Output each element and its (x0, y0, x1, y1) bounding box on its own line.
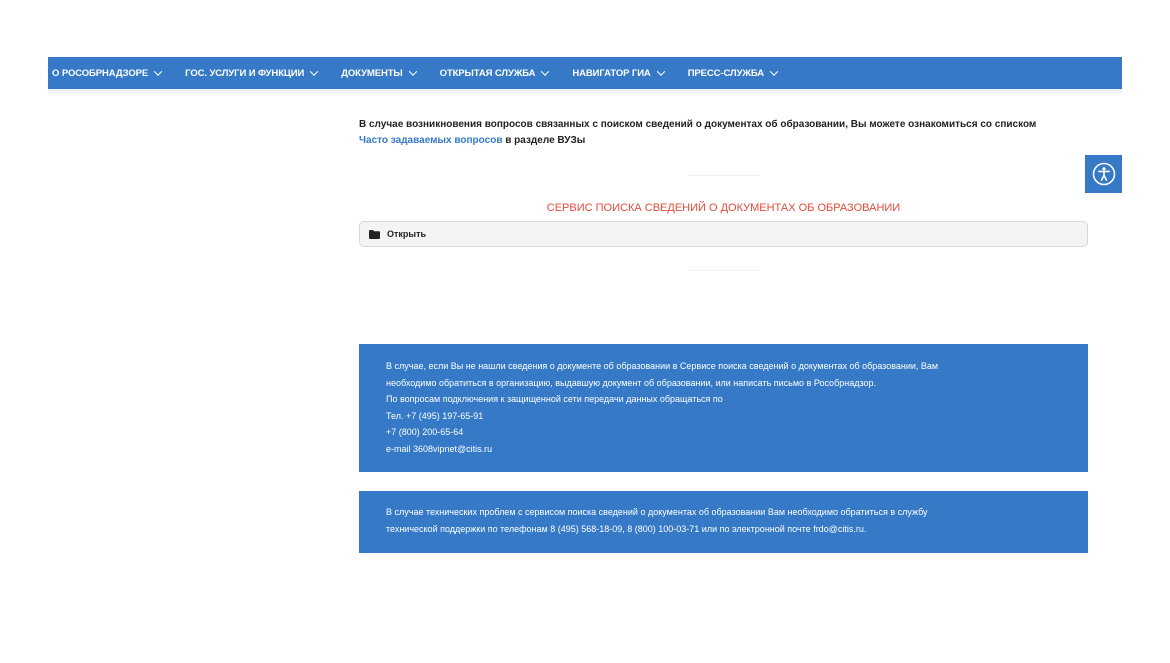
intro-text: В случае возникновения вопросов связанных с поиском сведений о документах об образовании, Вы можете ознакомиться со списком (359, 119, 1037, 130)
nav-shadow (48, 89, 1122, 97)
nav-item-label: НАВИГАТОР ГИА (572, 67, 651, 79)
nav-item-press[interactable] (688, 68, 777, 79)
tech-support-info-box (359, 491, 1088, 553)
folder-icon (369, 230, 380, 239)
open-service-toggle[interactable] (359, 221, 1088, 247)
phone-line: +7 (800) 200-65-64 (386, 427, 464, 437)
nav-item-label: ГОС. УСЛУГИ И ФУНКЦИИ (185, 67, 305, 79)
chevron-down-icon (770, 67, 778, 75)
info-line: В случае, если Вы не нашли сведения о документе об образовании в Сервисе поиска сведений о документах об образовании, Вам (386, 361, 939, 371)
accessibility-button[interactable] (1085, 155, 1122, 193)
service-title: СЕРВИС ПОИСКА СВЕДЕНИЙ О ДОКУМЕНТАХ ОБ ОБРАЗОВАНИИ (546, 202, 901, 214)
nav-item-services[interactable] (185, 68, 317, 79)
nav-item-open-service[interactable] (440, 68, 549, 79)
chevron-down-icon (154, 67, 162, 75)
nav-item-label: О РОСОБРНАДЗОРЕ (52, 67, 149, 79)
intro-text-after: в разделе ВУЗы (502, 135, 586, 146)
info-line: технической поддержки по телефонам 8 (495) 568-18-09, 8 (800) 100-03-71 или по электронной почте frdo@citis.ru. (386, 523, 867, 534)
chevron-down-icon (408, 67, 416, 75)
top-navigation (48, 57, 1122, 89)
info-line: необходимо обратиться в организацию, выдавшую документ об образовании, или написать письмо в Рособрнадзор. (386, 377, 876, 388)
intro-paragraph (359, 117, 1099, 149)
email-line: e-mail 3608vipnet@citis.ru (386, 443, 493, 454)
chevron-down-icon (656, 67, 664, 75)
accessibility-icon (1092, 162, 1116, 186)
nav-item-label: ДОКУМЕНТЫ (341, 67, 403, 79)
chevron-down-icon (541, 67, 549, 75)
nav-item-label: ОТКРЫТАЯ СЛУЖБА (439, 67, 536, 79)
nav-item-about[interactable] (52, 68, 161, 79)
info-line: В случае технических проблем с сервисом поиска сведений о документах об образовании Вам необходимо обратиться в службу (386, 507, 928, 517)
nav-item-label: ПРЕСС-СЛУЖБА (687, 67, 764, 79)
nav-item-documents[interactable] (341, 68, 415, 79)
faq-link[interactable]: Часто задаваемых вопросов (359, 135, 503, 146)
open-label: Открыть (387, 229, 427, 239)
divider (688, 270, 760, 271)
nav-item-gia-navigator[interactable] (572, 68, 663, 79)
chevron-down-icon (310, 67, 318, 75)
phone-line: Тел. +7 (495) 197-65-91 (386, 410, 484, 421)
info-line: По вопросам подключения к защищенной сети передачи данных обращаться по (386, 394, 723, 404)
divider (688, 175, 760, 176)
not-found-info-box (359, 344, 1088, 472)
